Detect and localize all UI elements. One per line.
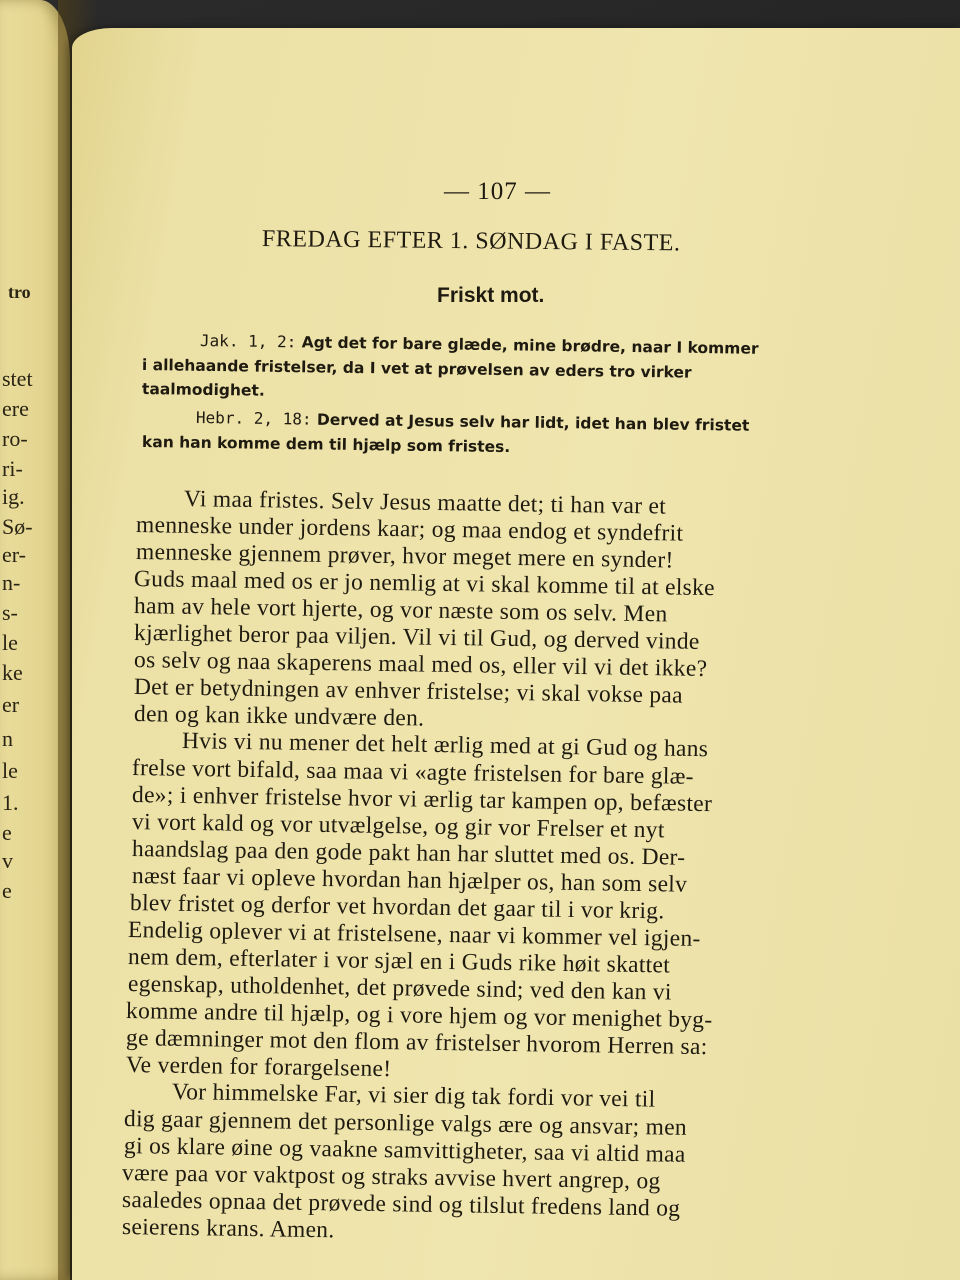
body-line: blev fristet og derfor vet hvordan det gaar til i vor krig.: [129, 890, 665, 925]
scripture-text: Derved at Jesus selv har lidt, idet han blev fristet: [316, 410, 750, 435]
left-page-fragment: ere: [2, 396, 29, 421]
left-page-fragment: s-: [2, 600, 18, 625]
body-line: saaledes opnaa det prøvede sind og tilslut fredens land og: [121, 1187, 681, 1222]
left-page-fragment: ig.: [2, 484, 25, 509]
left-page-fragment: ro-: [2, 426, 28, 451]
left-page-fragment: le: [2, 630, 18, 655]
scripture-line: [200, 331, 759, 358]
body-line: haandslag paa den gode pakt han har sluttet med os. Der-: [131, 836, 686, 871]
body-line: egenskap, utholdenhet, det prøvede sind; ved den kan vi: [127, 971, 672, 1006]
body-line: de»; i enhver fristelse hvor vi ærlig tar kampen op, befæster: [131, 782, 713, 818]
left-page-fragment: n-: [2, 570, 21, 595]
left-page-fragment: n: [2, 726, 13, 751]
left-page-fragment: stet: [2, 366, 33, 391]
left-page-fragment: tro: [8, 282, 31, 302]
body-line: den og kan ikke undvære den.: [133, 701, 425, 732]
scripture-source: Hebr. 2, 18:: [195, 408, 312, 429]
page-subtitle: Friskt mot.: [437, 284, 545, 307]
body-line: Vi maa fristes. Selv Jesus maatte det; ti han var et: [183, 486, 667, 520]
scripture-line: [196, 408, 750, 435]
body-line: gi os klare øine og vaakne samvittigheter, saa vi altid maa: [123, 1133, 686, 1168]
body-line: frelse vort bifald, saa maa vi «agte fristelsen for bare glæ-: [131, 755, 695, 790]
scripture-line: i allehaande fristelser, da I vet at prøvelsen av eders tro virker: [141, 356, 692, 382]
left-page-fragment: e: [2, 820, 12, 845]
body-line: næst faar vi opleve hvordan han hjælper os, han som selv: [131, 863, 688, 898]
body-line: Endelig oplever vi at fristelsene, naar vi kommer vel igjen-: [127, 917, 701, 952]
body-line: menneske under jordens kaar; og maa endog et syndefrit: [135, 512, 684, 547]
scripture-line: kan han komme dem til hjælp som fristes.: [141, 433, 511, 457]
left-page-fragment: ri-: [2, 456, 23, 481]
body-line: være paa vor vaktpost og straks avvise hvert angrep, og: [121, 1160, 661, 1195]
left-page-fragment: e: [2, 878, 12, 903]
body-line: os selv og naa skaperens maal med os, eller vil vi det ikke?: [133, 647, 708, 683]
body-line: kjærlighet beror paa viljen. Vil vi til Gud, og derved vinde: [133, 620, 700, 655]
scripture-line: taalmodighet.: [141, 380, 265, 400]
body-line: Vor himmelske Far, vi sier dig tak fordi vor vei til: [171, 1079, 656, 1113]
body-line: Hvis vi nu mener det helt ærlig med at gi Gud og hans: [181, 728, 709, 763]
left-page-fragment: ke: [2, 660, 23, 685]
body-line: Ve verden for forargelsene!: [125, 1052, 392, 1083]
left-page-fragment: er: [2, 692, 20, 717]
body-line: ge dæmninger mot den flom av fristelser hvorom Herren sa:: [125, 1025, 708, 1061]
body-line: nem dem, efterlater i vor sjæl en i Guds rike høit skattet: [127, 944, 671, 979]
scripture-text: Agt det for bare glæde, mine brødre, naar I kommer: [301, 333, 759, 358]
book-page: [72, 28, 960, 1280]
left-page-fragment: Sø-: [2, 514, 33, 539]
page-title: FREDAG EFTER 1. SØNDAG I FASTE.: [261, 226, 681, 257]
body-line: seierens krans. Amen.: [121, 1214, 335, 1244]
left-page-fragment: er-: [2, 542, 26, 567]
body-line: vi vort kald og vor utvælgelse, og gir vor Frelser et nyt: [131, 809, 665, 844]
left-page-fragment: le: [2, 758, 18, 783]
body-line: menneske gjennem prøver, hvor meget mere en synder!: [135, 539, 674, 574]
page-number: — 107 —: [444, 178, 551, 205]
body-line: Det er betydningen av enhver fristelse; vi skal vokse paa: [133, 674, 684, 709]
body-line: dig gaar gjennem det personlige valgs ære og ansvar; men: [123, 1106, 688, 1141]
scripture-source: Jak. 1, 2:: [199, 331, 297, 352]
body-line: komme andre til hjælp, og i vore hjem og vor menighet byg-: [125, 998, 713, 1034]
body-line: ham av hele vort hjerte, og vor næste som os selv. Men: [133, 593, 668, 628]
body-line: Guds maal med os er jo nemlig at vi skal komme til at elske: [133, 566, 716, 602]
left-page-fragment: 1.: [2, 790, 19, 815]
left-page-fragment: v: [2, 848, 13, 873]
